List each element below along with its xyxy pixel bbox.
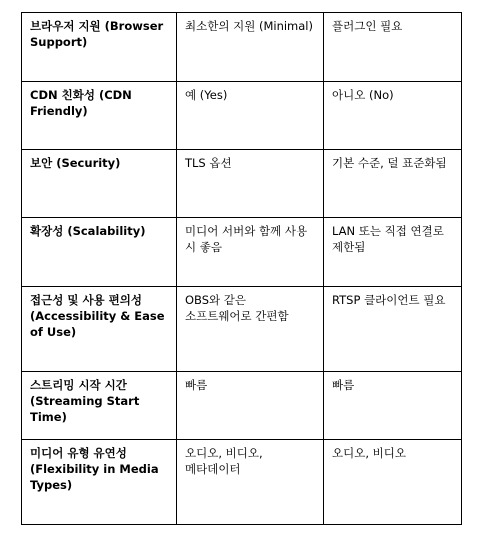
cell-value: 최소한의 지원 (Minimal) (177, 13, 324, 82)
cell-value: 아니오 (No) (324, 82, 462, 150)
table-row (22, 13, 462, 82)
cell-value: 미디어 서버와 함께 사용 시 좋음 (177, 218, 324, 287)
comparison-table (21, 12, 462, 525)
table-row (22, 218, 462, 287)
cell-value: 기본 수준, 덜 표준화됨 (324, 150, 462, 218)
table-row (22, 82, 462, 150)
row-label: 미디어 유형 유연성 (Flexibility in Media Types) (22, 440, 177, 525)
row-label: 보안 (Security) (22, 150, 177, 218)
cell-value: 예 (Yes) (177, 82, 324, 150)
row-label: 브라우저 지원 (Browser Support) (22, 13, 177, 82)
cell-value: 오디오, 비디오 (324, 440, 462, 525)
cell-value: 빠름 (324, 372, 462, 440)
table-row (22, 440, 462, 525)
row-label: 확장성 (Scalability) (22, 218, 177, 287)
row-label: 스트리밍 시작 시간 (Streaming Start Time) (22, 372, 177, 440)
table-row (22, 150, 462, 218)
cell-value: 빠름 (177, 372, 324, 440)
cell-value: RTSP 클라이언트 필요 (324, 287, 462, 372)
cell-value: 오디오, 비디오, 메타데이터 (177, 440, 324, 525)
cell-value: TLS 옵션 (177, 150, 324, 218)
row-label: CDN 친화성 (CDN Friendly) (22, 82, 177, 150)
table-row (22, 372, 462, 440)
row-label: 접근성 및 사용 편의성 (Accessibility & Ease of Use) (22, 287, 177, 372)
cell-value: 플러그인 필요 (324, 13, 462, 82)
cell-value: OBS와 같은 소프트웨어로 간편함 (177, 287, 324, 372)
table-row (22, 287, 462, 372)
cell-value: LAN 또는 직접 연결로 제한됨 (324, 218, 462, 287)
